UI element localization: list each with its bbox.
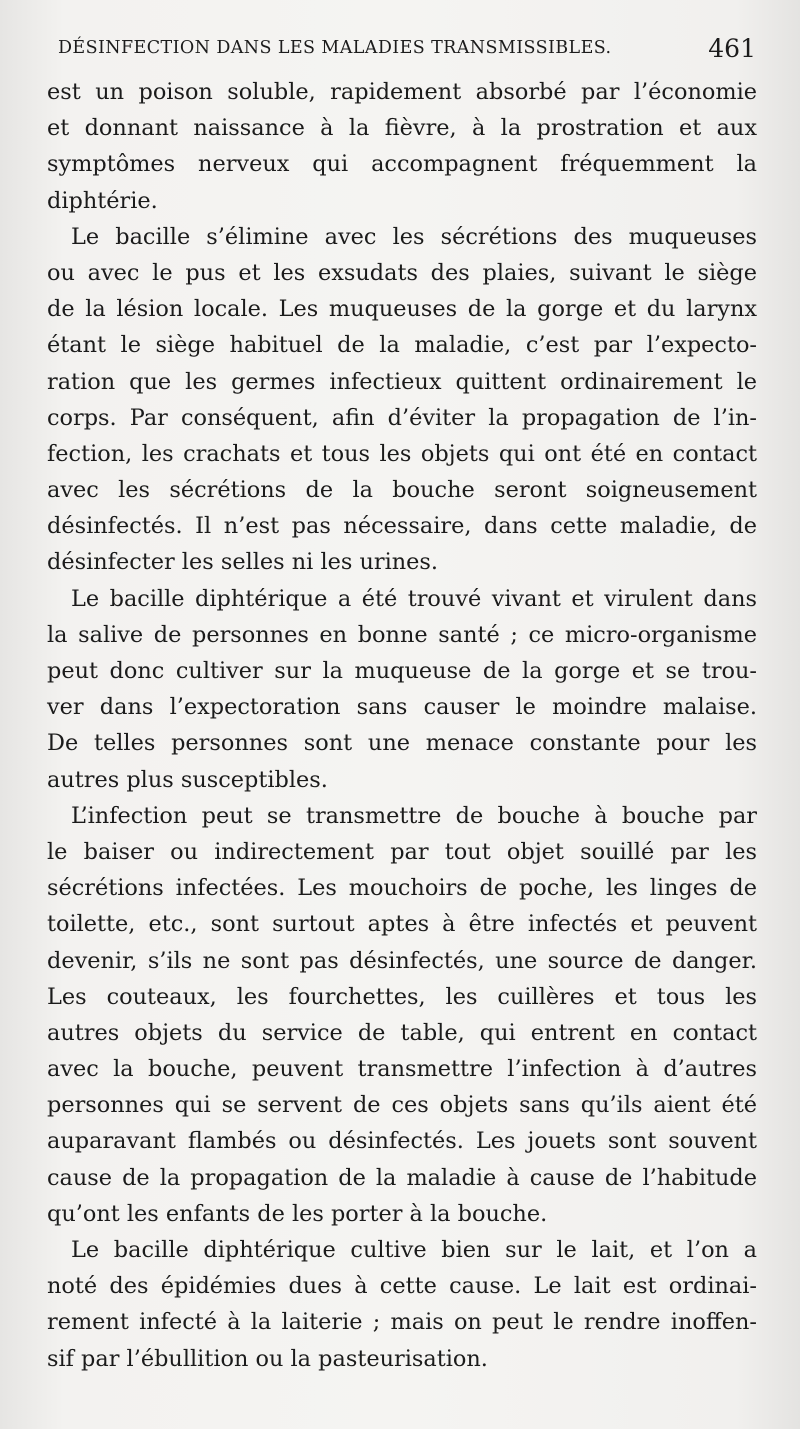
text-line: autres plus susceptibles. <box>47 766 328 793</box>
text-line: autres objets du service de table, qui entrent en contact <box>47 1019 757 1046</box>
text-line: diphtérie. <box>47 187 158 214</box>
text-line: L’infection peut se transmettre de bouche à bouche par <box>71 802 757 829</box>
text-line: noté des épidémies dues à cette cause. Le lait est ordinai- <box>47 1273 757 1300</box>
text-line: auparavant flambés ou désinfectés. Les jouets sont souvent <box>47 1128 757 1155</box>
text-line: fection, les crachats et tous les objets qui ont été en contact <box>47 440 757 467</box>
paragraph <box>47 1232 757 1377</box>
text-line: ou avec le pus et les exsudats des plaies, suivant le siège <box>47 259 757 286</box>
text-line: sécrétions infectées. Les mouchoirs de poche, les linges de <box>47 875 757 902</box>
text-line: est un poison soluble, rapidement absorbé par l’économie <box>47 79 757 105</box>
text-line: devenir, s’ils ne sont pas désinfectés, une source de danger. <box>47 947 757 974</box>
text-line: peut donc cultiver sur la muqueuse de la gorge et se trou- <box>47 658 757 684</box>
paragraph <box>47 798 757 1232</box>
text-line: avec la bouche, peuvent transmettre l’infection à d’autres <box>47 1056 757 1083</box>
text-line: de la lésion locale. Les muqueuses de la gorge et du larynx <box>47 296 757 323</box>
text-line: symptômes nerveux qui accompagnent fréquemment la <box>47 151 757 178</box>
text-line: le baiser ou indirectement par tout objet souillé par les <box>47 838 757 865</box>
text-line: De telles personnes sont une menace constante pour les <box>47 730 757 757</box>
text-line: avec les sécrétions de la bouche seront soigneusement <box>47 477 757 504</box>
text-line: qu’ont les enfants de les porter à la bouche. <box>47 1200 548 1227</box>
text-line: et donnant naissance à la fièvre, à la prostration et aux <box>47 115 757 142</box>
paragraph <box>47 219 757 581</box>
running-title: DÉSINFECTION DANS LES MALADIES TRANSMISSIBLES. <box>58 38 612 58</box>
text-line: toilette, etc., sont surtout aptes à être infectés et peuvent <box>47 911 757 938</box>
text-line: Le bacille s’élimine avec les sécrétions des muqueuses <box>71 223 757 250</box>
body-text <box>47 74 757 1377</box>
text-line: Le bacille diphtérique cultive bien sur le lait, et l’on a <box>71 1237 757 1263</box>
text-line: rement infecté à la laiterie ; mais on peut le rendre inoffen- <box>47 1309 757 1336</box>
paragraph <box>47 74 757 219</box>
text-line: personnes qui se servent de ces objets sans qu’ils aient été <box>47 1092 757 1119</box>
text-line: sif par l’ébullition ou la pasteurisation. <box>47 1345 488 1372</box>
text-line: ver dans l’expectoration sans causer le moindre malaise. <box>47 694 757 721</box>
text-line: étant le siège habituel de la maladie, c’est par l’expecto- <box>47 332 757 359</box>
text-line: Le bacille diphtérique a été trouvé vivant et virulent dans <box>71 585 757 612</box>
text-line: désinfectés. Il n’est pas nécessaire, dans cette maladie, de <box>47 513 757 540</box>
text-line: la salive de personnes en bonne santé ; ce micro-organisme <box>47 621 757 648</box>
text-line: cause de la propagation de la maladie à cause de l’habitude <box>47 1164 757 1191</box>
text-line: ration que les germes infectieux quittent ordinairement le <box>47 368 757 395</box>
paragraph <box>47 581 757 798</box>
running-head <box>58 34 758 68</box>
text-line: Les couteaux, les fourchettes, les cuillères et tous les <box>47 983 757 1010</box>
text-line: désinfecter les selles ni les urines. <box>47 549 439 576</box>
text-line: corps. Par conséquent, afin d’éviter la propagation de l’in- <box>47 404 757 431</box>
page-number: 461 <box>708 34 756 63</box>
